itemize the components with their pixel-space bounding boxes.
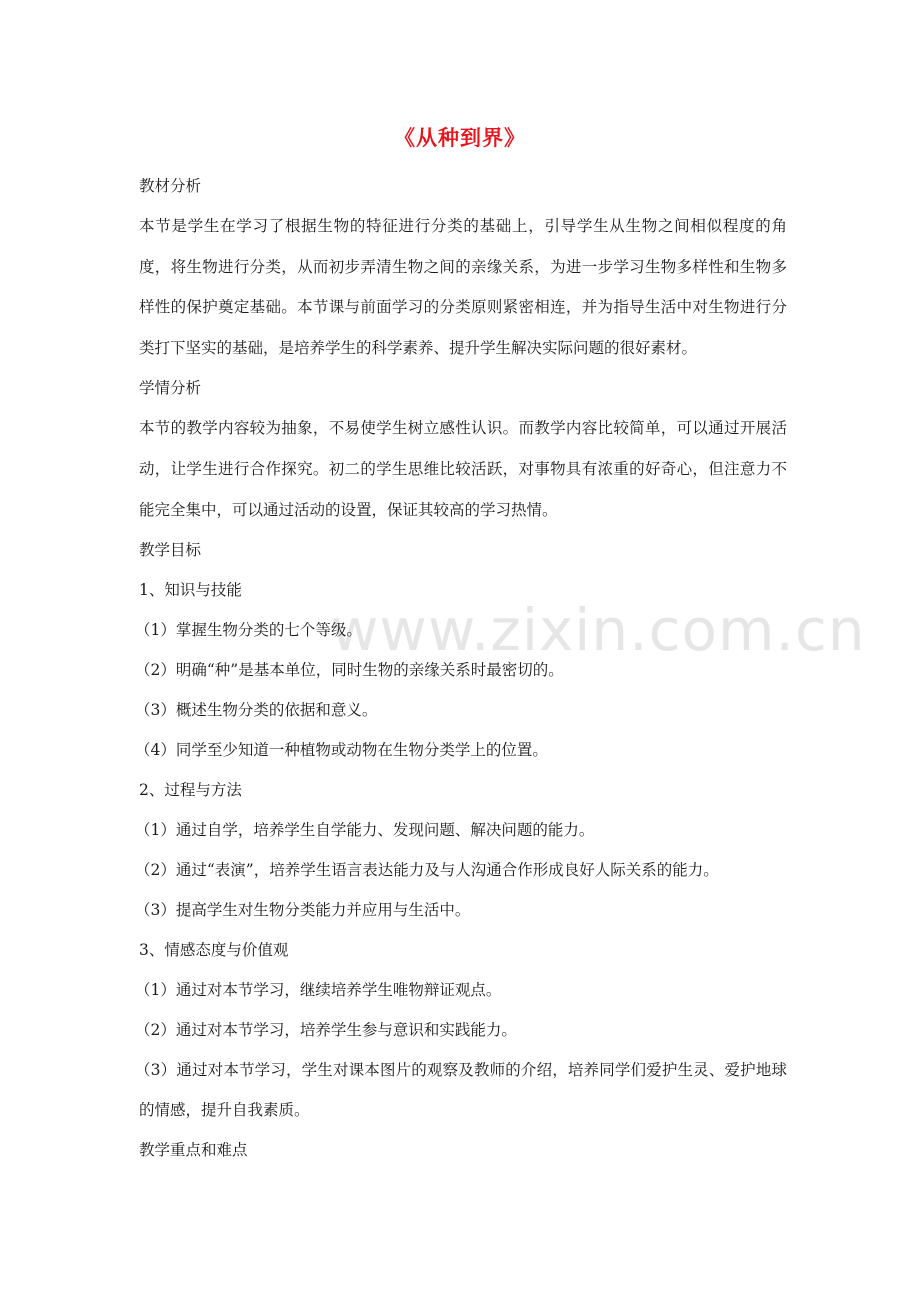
- list-item: （4）同学至少知道一种植物或动物在生物分类学上的位置。: [135, 741, 548, 760]
- section-heading-keypoints: 教学重点和难点: [139, 1141, 248, 1160]
- list-item: （1）通过对本节学习，继续培养学生唯物辩证观点。: [135, 981, 502, 1000]
- list-item: （2）通过对本节学习，培养学生参与意识和实践能力。: [135, 1021, 517, 1040]
- document-title: 《从种到界》: [394, 125, 526, 150]
- list-item: （1）通过自学，培养学生自学能力、发现问题、解决问题的能力。: [135, 821, 595, 840]
- section-heading-material: 教材分析: [139, 177, 202, 195]
- subheading-knowledge: 1、知识与技能: [139, 581, 242, 600]
- section-heading-student: 学情分析: [139, 379, 202, 398]
- list-item: （1）掌握生物分类的七个等级。: [135, 621, 362, 640]
- paragraph-material: 本节是学生在学习了根据生物的特征进行分类的基础上，引导学生从生物之间相似程度的角度，将生物进行分类，从而初步弄清生物之间的亲缘关系，为进一步学习生物多样性和生物多样性的保护奠定基础。本节课与前面学习的分类原则紧密相连，并为指导生活中对生物进行分类打下坚实的基础，是培养学生的科学素养、提升学生解决实际问题的很好素材。: [139, 217, 787, 357]
- list-item: （3）提高学生对生物分类能力并应用与生活中。: [135, 901, 471, 920]
- document-body: [135, 166, 787, 1170]
- list-item: （3）通过对本节学习，学生对课本图片的观察及教师的介绍，培养同学们爱护生灵、爱护地球的情感，提升自我素质。: [135, 1061, 787, 1120]
- watermark: www.zixin.com.cn: [331, 596, 866, 664]
- paragraph-student: 本节的教学内容较为抽象，不易使学生树立感性认识。而教学内容比较简单，可以通过开展活动，让学生进行合作探究。初二的学生思维比较活跃，对事物具有浓重的好奇心，但注意力不能完全集中，可以通过活动的设置，保证其较高的学习热情。: [139, 419, 787, 519]
- list-item: （2）明确“种”是基本单位，同时生物的亲缘关系时最密切的。: [135, 661, 564, 680]
- section-heading-goals: 教学目标: [139, 541, 202, 560]
- subheading-attitude: 3、情感态度与价值观: [139, 941, 289, 960]
- list-item: （3）概述生物分类的依据和意义。: [135, 701, 378, 720]
- list-item: （2）通过“表演”，培养学生语言表达能力及与人沟通合作形成良好人际关系的能力。: [135, 861, 719, 880]
- subheading-process: 2、过程与方法: [139, 781, 242, 800]
